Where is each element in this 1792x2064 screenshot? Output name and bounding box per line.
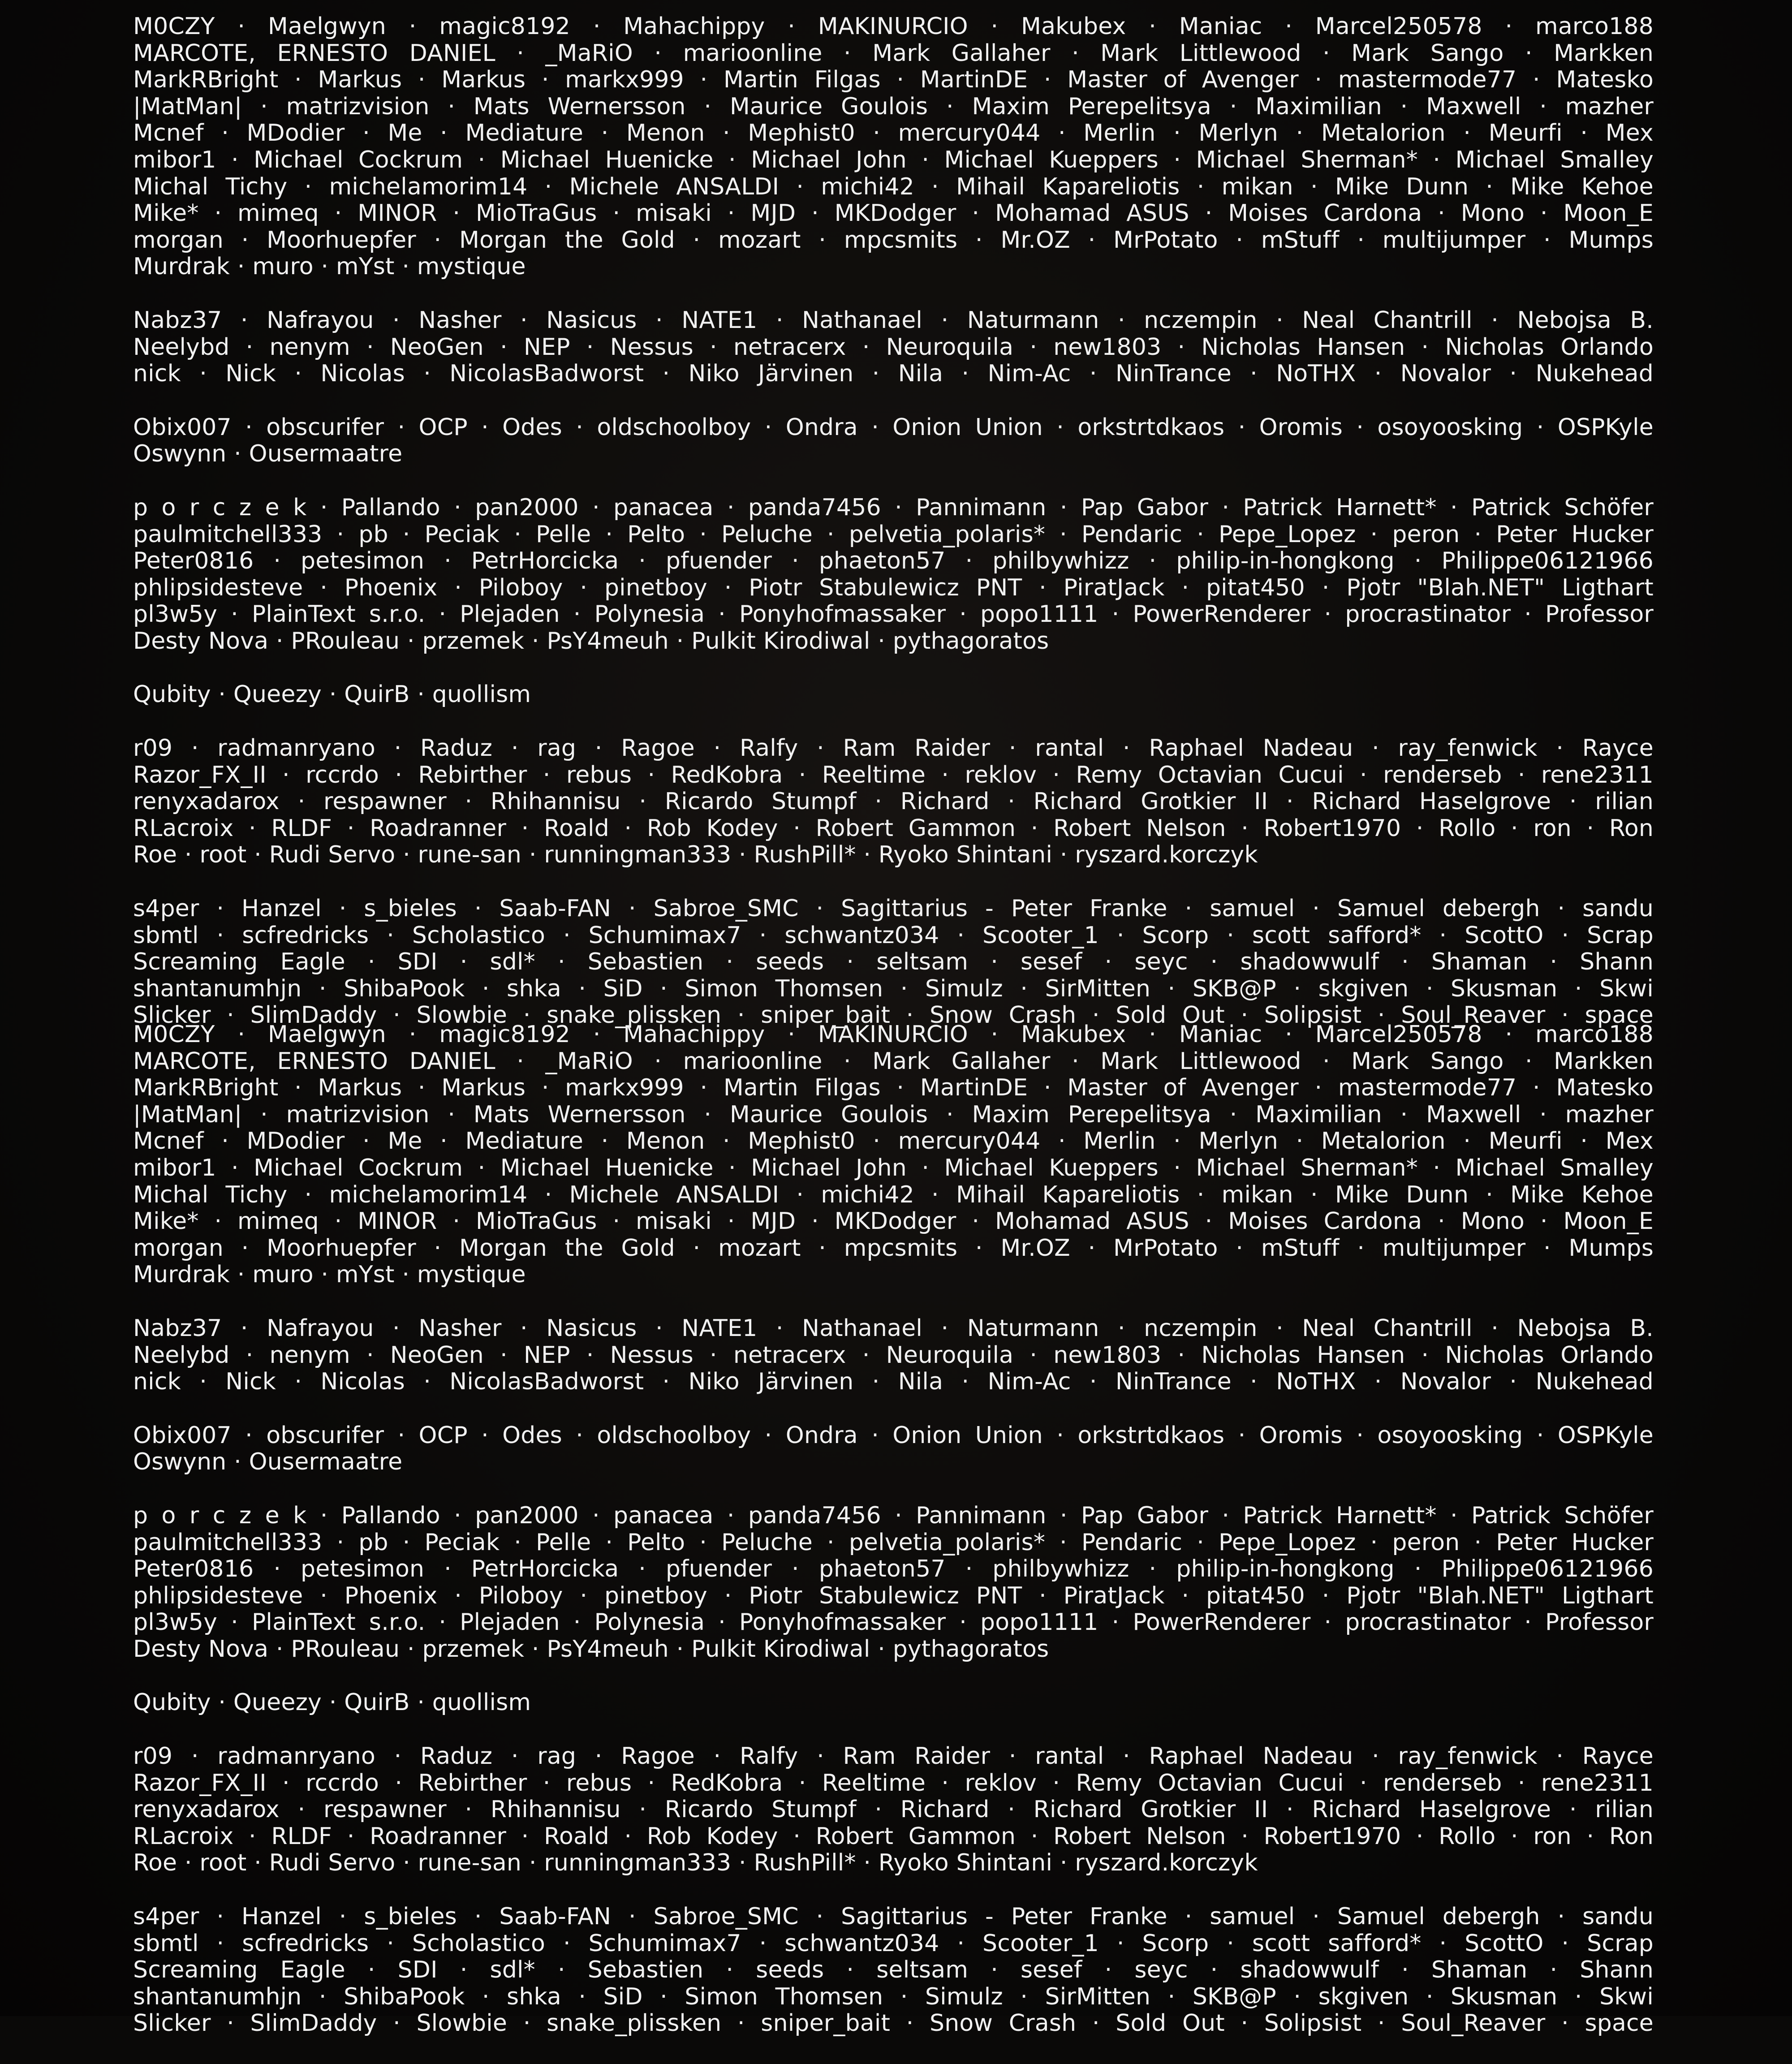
credit-line: mibor1 · Michael Cockrum · Michael Huenicke · Michael John · Michael Kueppers · Michael Sherman* · Michael Smalley [133, 1154, 1654, 1181]
credit-line: p o r c z e k · Pallando · pan2000 · panacea · panda7456 · Pannimann · Pap Gabor · Patrick Harnett* · Patrick Schöfer [133, 494, 1654, 521]
credit-line: Razor_FX_II · rccrdo · Rebirther · rebus · RedKobra · Reeltime · reklov · Remy Octavian Cucui · renderseb · rene2311 [133, 1769, 1654, 1797]
credit-line: phlipsidesteve · Phoenix · Piloboy · pinetboy · Piotr Stabulewicz PNT · PiratJack · pitat450 · Pjotr "Blah.NET" Ligthart [133, 1582, 1654, 1609]
credit-line: r09 · radmanryano · Raduz · rag · Ragoe · Ralfy · Ram Raider · rantal · Raphael Nadeau · ray_fenwick · Rayce [133, 735, 1654, 762]
credit-line: Screaming Eagle · SDI · sdl* · Sebastien · seeds · seltsam · sesef · seyc · shadowwulf · Shaman · Shann [133, 1956, 1654, 1984]
credit-line: M0CZY · Maelgwyn · magic8192 · Mahachippy · MAKINURCIO · Makubex · Maniac · Marcel250578 · marco188 [133, 1021, 1654, 1048]
credit-line: Desty Nova · PRouleau · przemek · PsY4meuh · Pulkit Kirodiwal · pythagoratos [133, 627, 1049, 655]
credit-line: phlipsidesteve · Phoenix · Piloboy · pinetboy · Piotr Stabulewicz PNT · PiratJack · pitat450 · Pjotr "Blah.NET" Ligthart [133, 574, 1654, 601]
credit-line: Obix007 · obscurifer · OCP · Odes · oldschoolboy · Ondra · Onion Union · orkstrtdkaos · Oromis · osoyoosking · OSPKyle [133, 1422, 1654, 1449]
credit-line: MarkRBright · Markus · Markus · markx999 · Martin Filgas · MartinDE · Master of Avenger · mastermode77 · Matesko [133, 1074, 1654, 1102]
credits-section-q [133, 681, 1654, 708]
credit-line: Qubity · Queezy · QuirB · quollism [133, 1689, 531, 1716]
credit-line: Mcnef · MDodier · Me · Mediature · Menon · Mephist0 · mercury044 · Merlin · Merlyn · Metalorion · Meurfi · Mex [133, 120, 1654, 147]
credit-line: Nabz37 · Nafrayou · Nasher · Nasicus · NATE1 · Nathanael · Naturmann · nczempin · Neal Chantrill · Nebojsa B. [133, 306, 1654, 334]
credits-section-m [133, 13, 1654, 280]
credit-line: Neelybd · nenym · NeoGen · NEP · Nessus · netracerx · Neuroquila · new1803 · Nicholas Hansen · Nicholas Orlando [133, 1341, 1654, 1369]
credit-line: Qubity · Queezy · QuirB · quollism [133, 681, 531, 708]
credits-panel-bottom [0, 1008, 1792, 2037]
credit-line: MARCOTE, ERNESTO DANIEL · _MaRiO · marioonline · Mark Gallaher · Mark Littlewood · Mark Sango · Markken [133, 1047, 1654, 1075]
credit-line: pl3w5y · PlainText s.r.o. · Plejaden · Polynesia · Ponyhofmassaker · popo1111 · PowerRenderer · procrastinator · Professor [133, 1609, 1654, 1636]
credit-line: Desty Nova · PRouleau · przemek · PsY4meuh · Pulkit Kirodiwal · pythagoratos [133, 1635, 1049, 1663]
credit-line: MARCOTE, ERNESTO DANIEL · _MaRiO · marioonline · Mark Gallaher · Mark Littlewood · Mark Sango · Markken [133, 39, 1654, 67]
credit-line: Roe · root · Rudi Servo · rune-san · runningman333 · RushPill* · Ryoko Shintani · ryszard.korczyk [133, 841, 1258, 869]
credit-line: Roe · root · Rudi Servo · rune-san · runningman333 · RushPill* · Ryoko Shintani · ryszard.korczyk [133, 1849, 1258, 1877]
credits-section-p [133, 1503, 1654, 1663]
credit-line: |MatMan| · matrizvision · Mats Wernersson · Maurice Goulois · Maxim Perepelitsya · Maximilian · Maxwell · mazher [133, 1101, 1654, 1128]
credits-section-q [133, 1689, 1654, 1716]
credit-line: pl3w5y · PlainText s.r.o. · Plejaden · Polynesia · Ponyhofmassaker · popo1111 · PowerRenderer · procrastinator · Professor [133, 601, 1654, 628]
credit-line: Razor_FX_II · rccrdo · Rebirther · rebus · RedKobra · Reeltime · reklov · Remy Octavian Cucui · renderseb · rene2311 [133, 761, 1654, 789]
credit-line: Murdrak · muro · mYst · mystique [133, 1261, 526, 1288]
credit-line: sbmtl · scfredricks · Scholastico · Schumimax7 · schwantz034 · Scooter_1 · Scorp · scott safford* · ScottO · Scrap [133, 922, 1654, 949]
credits-section-s [133, 1904, 1654, 2037]
credit-line: Mike* · mimeq · MINOR · MioTraGus · misaki · MJD · MKDodger · Mohamad ASUS · Moises Cardona · Mono · Moon_E [133, 200, 1654, 227]
credit-line: M0CZY · Maelgwyn · magic8192 · Mahachippy · MAKINURCIO · Makubex · Maniac · Marcel250578 · marco188 [133, 13, 1654, 40]
credit-line: |MatMan| · matrizvision · Mats Wernersson · Maurice Goulois · Maxim Perepelitsya · Maximilian · Maxwell · mazher [133, 93, 1654, 120]
credit-line: Michal Tichy · michelamorim14 · Michele ANSALDI · michi42 · Mihail Kapareliotis · mikan · Mike Dunn · Mike Kehoe [133, 1181, 1654, 1208]
credits-list [133, 13, 1654, 1056]
credit-line: Oswynn · Ousermaatre [133, 1448, 403, 1476]
credit-line: Neelybd · nenym · NeoGen · NEP · Nessus · netracerx · Neuroquila · new1803 · Nicholas Hansen · Nicholas Orlando [133, 333, 1654, 361]
credits-section-o [133, 1422, 1654, 1476]
credit-line: Slicker · SlimDaddy · Slowbie · snake_plissken · sniper_bait · Snow Crash · Sold Out · Solipsist · Soul_Reaver · space [133, 1002, 1654, 1029]
credit-line: s4per · Hanzel · s_bieles · Saab-FAN · Sabroe_SMC · Sagittarius - Peter Franke · samuel · Samuel debergh · sandu [133, 1903, 1654, 1930]
credit-line: nick · Nick · Nicolas · NicolasBadworst · Niko Järvinen · Nila · Nim-Ac · NinTrance · NoTHX · Novalor · Nukehead [133, 1368, 1654, 1396]
credits-list [133, 1021, 1654, 2064]
credits-section-n [133, 1315, 1654, 1396]
credit-line: Michal Tichy · michelamorim14 · Michele ANSALDI · michi42 · Mihail Kapareliotis · mikan · Mike Dunn · Mike Kehoe [133, 173, 1654, 200]
credit-line: RLacroix · RLDF · Roadranner · Roald · Rob Kodey · Robert Gammon · Robert Nelson · Robert1970 · Rollo · ron · Ron [133, 1823, 1654, 1850]
credit-line: shantanumhjn · ShibaPook · shka · SiD · Simon Thomsen · Simulz · SirMitten · SKB@P · skgiven · Skusman · Skwi [133, 975, 1654, 1002]
credits-section-p [133, 495, 1654, 655]
credit-line: renyxadarox · respawner · Rhihannisu · Ricardo Stumpf · Richard · Richard Grotkier II · Richard Haselgrove · rilian [133, 788, 1654, 815]
credit-line: mibor1 · Michael Cockrum · Michael Huenicke · Michael John · Michael Kueppers · Michael Sherman* · Michael Smalley [133, 146, 1654, 173]
credit-line: Peter0816 · petesimon · PetrHorcicka · pfuender · phaeton57 · philbywhizz · philip-in-hongkong · Philippe06121966 [133, 1556, 1654, 1583]
credit-line: paulmitchell333 · pb · Peciak · Pelle · Pelto · Peluche · pelvetia_polaris* · Pendaric · Pepe_Lopez · peron · Peter Hucker [133, 1529, 1654, 1556]
credits-section-m [133, 1021, 1654, 1288]
credit-line: Murdrak · muro · mYst · mystique [133, 253, 526, 280]
credits-section-n [133, 307, 1654, 388]
credit-line: Oswynn · Ousermaatre [133, 440, 403, 468]
credit-line: Nabz37 · Nafrayou · Nasher · Nasicus · NATE1 · Nathanael · Naturmann · nczempin · Neal Chantrill · Nebojsa B. [133, 1314, 1654, 1342]
credit-line: morgan · Moorhuepfer · Morgan the Gold · mozart · mpcsmits · Mr.OZ · MrPotato · mStuff · multijumper · Mumps [133, 1234, 1654, 1262]
credit-line: nick · Nick · Nicolas · NicolasBadworst · Niko Järvinen · Nila · Nim-Ac · NinTrance · NoTHX · Novalor · Nukehead [133, 360, 1654, 388]
credit-line: RLacroix · RLDF · Roadranner · Roald · Rob Kodey · Robert Gammon · Robert Nelson · Robert1970 · Rollo · ron · Ron [133, 814, 1654, 842]
credit-line: paulmitchell333 · pb · Peciak · Pelle · Pelto · Peluche · pelvetia_polaris* · Pendaric · Pepe_Lopez · peron · Peter Hucker [133, 521, 1654, 548]
credit-line: Slicker · SlimDaddy · Slowbie · snake_plissken · sniper_bait · Snow Crash · Sold Out · Solipsist · Soul_Reaver · space [133, 2010, 1654, 2037]
credit-line: renyxadarox · respawner · Rhihannisu · Ricardo Stumpf · Richard · Richard Grotkier II · Richard Haselgrove · rilian [133, 1796, 1654, 1823]
credit-line: MarkRBright · Markus · Markus · markx999 · Martin Filgas · MartinDE · Master of Avenger · mastermode77 · Matesko [133, 66, 1654, 94]
credit-line: morgan · Moorhuepfer · Morgan the Gold · mozart · mpcsmits · Mr.OZ · MrPotato · mStuff · multijumper · Mumps [133, 226, 1654, 254]
credit-line: Peter0816 · petesimon · PetrHorcicka · pfuender · phaeton57 · philbywhizz · philip-in-hongkong · Philippe06121966 [133, 547, 1654, 575]
credits-section-r [133, 1743, 1654, 1877]
credit-line: s4per · Hanzel · s_bieles · Saab-FAN · Sabroe_SMC · Sagittarius - Peter Franke · samuel · Samuel debergh · sandu [133, 895, 1654, 922]
credit-line: Obix007 · obscurifer · OCP · Odes · oldschoolboy · Ondra · Onion Union · orkstrtdkaos · Oromis · osoyoosking · OSPKyle [133, 414, 1654, 441]
credit-line: Mike* · mimeq · MINOR · MioTraGus · misaki · MJD · MKDodger · Mohamad ASUS · Moises Cardona · Mono · Moon_E [133, 1208, 1654, 1235]
credit-line: p o r c z e k · Pallando · pan2000 · panacea · panda7456 · Pannimann · Pap Gabor · Patrick Harnett* · Patrick Schöfer [133, 1502, 1654, 1529]
credits-section-o [133, 414, 1654, 468]
credit-line: sbmtl · scfredricks · Scholastico · Schumimax7 · schwantz034 · Scooter_1 · Scorp · scott safford* · ScottO · Scrap [133, 1930, 1654, 1957]
credits-section-r [133, 735, 1654, 869]
credit-line: shantanumhjn · ShibaPook · shka · SiD · Simon Thomsen · Simulz · SirMitten · SKB@P · skgiven · Skusman · Skwi [133, 1983, 1654, 2010]
credit-line: Mcnef · MDodier · Me · Mediature · Menon · Mephist0 · mercury044 · Merlin · Merlyn · Metalorion · Meurfi · Mex [133, 1128, 1654, 1155]
credits-panel-top [0, 0, 1792, 1029]
credit-line: Screaming Eagle · SDI · sdl* · Sebastien · seeds · seltsam · sesef · seyc · shadowwulf · Shaman · Shann [133, 948, 1654, 976]
credit-line: r09 · radmanryano · Raduz · rag · Ragoe · Ralfy · Ram Raider · rantal · Raphael Nadeau · ray_fenwick · Rayce [133, 1743, 1654, 1770]
